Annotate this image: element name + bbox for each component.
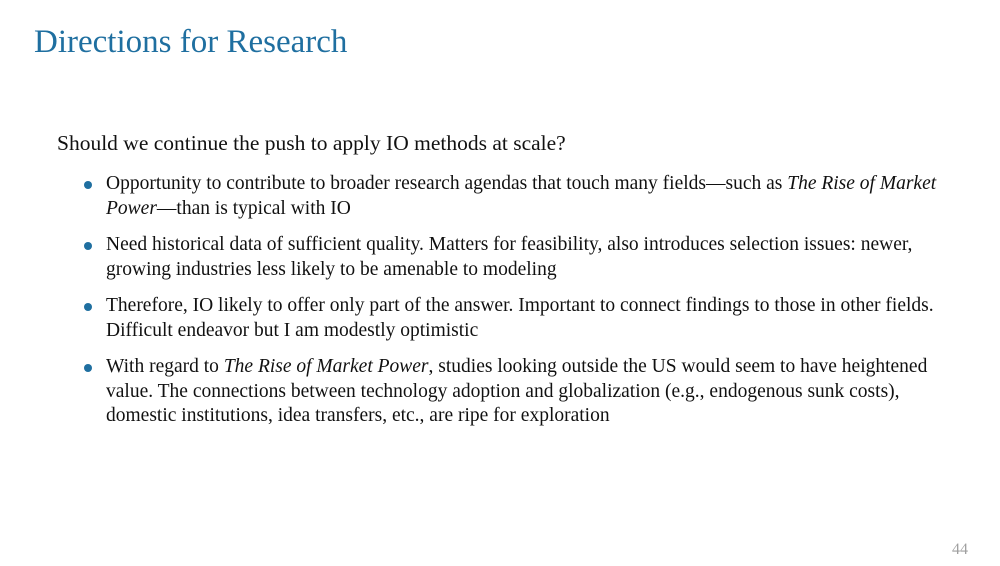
bullet-item-outside-us <box>57 355 957 429</box>
bullet-item-historical-data <box>57 233 957 282</box>
bullet-dot-icon <box>84 303 92 311</box>
lead-question: Should we continue the push to apply IO methods at scale? <box>57 131 566 155</box>
bullet-emphasis: The Rise of Market Power <box>106 173 937 219</box>
bullet-text: Need historical data of sufficient quality. Matters for feasibility, also introduces selection issues: newer, growing industries less likely to be amenable to modeling <box>106 234 913 280</box>
bullet-text: , studies looking outside the US would seem to have heightened value. The connections between technology adoption and globalization (e.g., endogenous sunk costs), domestic institutions, idea transfers, etc., are ripe for exploration <box>106 356 928 426</box>
bullet-text: With regard to <box>106 356 224 377</box>
bullet-item-partial-answer <box>57 294 957 343</box>
bullet-item-opportunity <box>57 172 957 221</box>
bullet-text: Therefore, IO likely to offer only part of the answer. Important to connect findings to those in other fields. Difficult endeavor but I am modestly optimistic <box>106 295 934 341</box>
bullet-text: Opportunity to contribute to broader research agendas that touch many fields—such as <box>106 173 788 194</box>
slide-body <box>57 128 957 441</box>
page-number: 44 <box>952 541 968 558</box>
slide-title: Directions for Research <box>34 24 348 60</box>
bullet-emphasis: The Rise of Market Power <box>223 356 429 377</box>
bullet-text: —than is typical with IO <box>156 197 351 219</box>
bullet-dot-icon <box>84 181 92 189</box>
bullet-dot-icon <box>84 364 92 372</box>
bullet-list <box>57 172 957 429</box>
bullet-dot-icon <box>84 242 92 250</box>
